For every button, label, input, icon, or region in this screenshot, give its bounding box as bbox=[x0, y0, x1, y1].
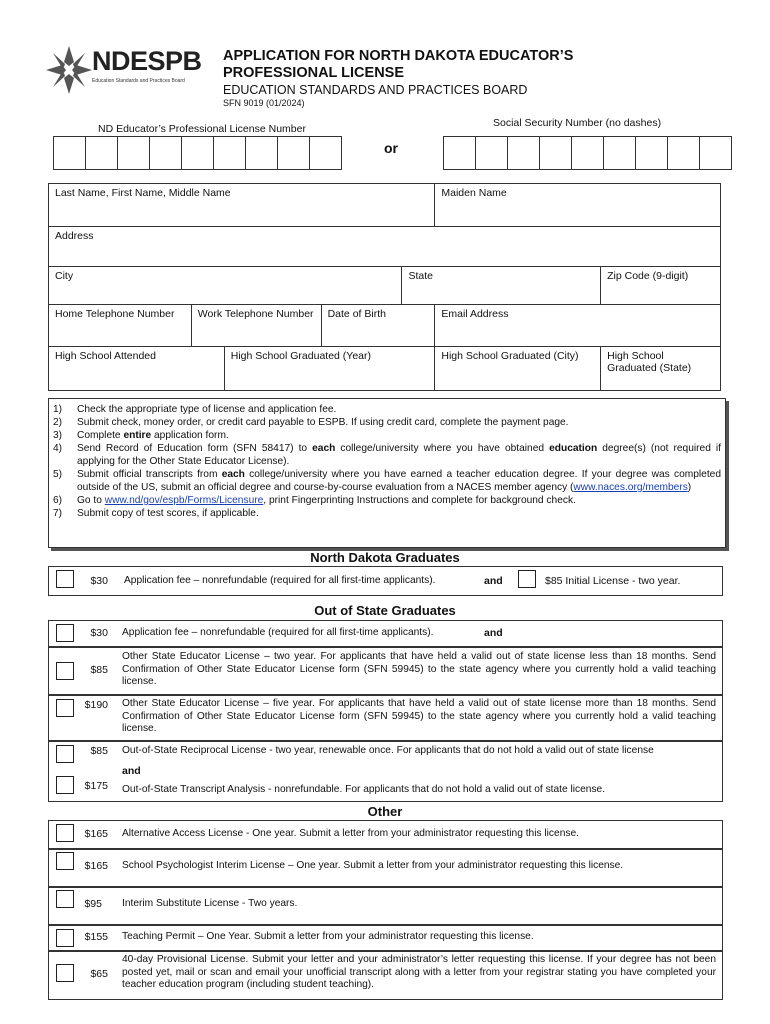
instructions-box: 1) Check the appropriate type of license and application fee. 2) Submit check, money order, or credit card payable to ESPB. If using credit card, complete the payment page. 3) Complete entire application form. 4) Send Record of Education form (SFN 58417) to each college/university where you have obtained education degree(s) (not required if applying for the Other State Educator License). 5) Submit official transcripts from each college/university where you have earned a teacher education degree. If your degree was completed outside of the US, submit an official degree and course-by-course evaluation from a NACES member agency (www.naces.org/members) 6) Go to www.nd/gov/espb/Forms/Licensure, print Fingerprinting Instructions and complete for background check. 7) Submit copy of test scores, if applicable. bbox=[48, 398, 726, 548]
substitute-price: $95 bbox=[84, 898, 102, 910]
or-label: or bbox=[384, 140, 398, 156]
os-two-year-price: $85 bbox=[90, 664, 108, 676]
instruction-6: Go to www.nd/gov/espb/Forms/Licensure, print Fingerprinting Instructions and complete for background check. bbox=[77, 495, 576, 506]
dob-field[interactable]: Date of Birth bbox=[321, 305, 435, 347]
provisional-price: $65 bbox=[90, 968, 108, 980]
teaching-permit-desc: Teaching Permit – One Year. Submit a letter from your administrator requesting this license. bbox=[122, 931, 534, 942]
os-reciprocal-price: $85 bbox=[90, 745, 108, 757]
instruction-2: Submit check, money order, or credit card payable to ESPB. If using credit card, complete the payment page. bbox=[77, 417, 569, 428]
instruction-1: Check the appropriate type of license and application fee. bbox=[77, 404, 337, 415]
naces-link[interactable]: www.naces.org/members bbox=[573, 482, 688, 493]
zip-label: Zip Code (9-digit) bbox=[607, 270, 689, 282]
city-field[interactable]: City bbox=[49, 267, 402, 305]
nd-app-fee-desc: Application fee – nonrefundable (required for all first-time applicants). bbox=[124, 575, 436, 586]
work-phone-field[interactable]: Work Telephone Number bbox=[191, 305, 321, 347]
nd-app-fee-price: $30 bbox=[90, 575, 108, 587]
teaching-permit-price: $155 bbox=[84, 931, 108, 943]
ssn-boxes[interactable] bbox=[443, 136, 732, 170]
alt-access-price: $165 bbox=[84, 828, 108, 840]
title-line-2: PROFESSIONAL LICENSE bbox=[223, 65, 405, 81]
espb-logo-star-icon bbox=[44, 44, 94, 96]
license-number-boxes[interactable] bbox=[53, 136, 342, 170]
other-heading: Other bbox=[367, 804, 403, 819]
address-field[interactable]: Address bbox=[49, 227, 721, 267]
nd-and-label: and bbox=[484, 575, 503, 587]
substitute-desc: Interim Substitute License - Two years. bbox=[122, 898, 298, 909]
form-title bbox=[223, 48, 573, 82]
home-phone-field[interactable]: Home Telephone Number bbox=[49, 305, 192, 347]
os-five-year-price: $190 bbox=[84, 699, 108, 711]
os-five-year-desc: Other State Educator License – five year. For applicants that have held a valid out of state license more than 18 months. Send Confirmation of Other State Educator License form (SFN 59945) to the state agency where you currently hold a valid teaching license. bbox=[122, 698, 716, 734]
os-and-label: and bbox=[484, 627, 503, 639]
hs-state-field[interactable]: High School Graduated (State) bbox=[601, 347, 721, 391]
state-field[interactable]: State bbox=[402, 267, 601, 305]
license-number-label: ND Educator’s Professional License Number bbox=[98, 123, 306, 135]
os-app-fee-price: $30 bbox=[90, 627, 108, 639]
os-transcript-desc: Out-of-State Transcript Analysis - nonrefundable. For applicants that do not hold a valid out of state license. bbox=[122, 784, 606, 795]
form-number: SFN 9019 (01/2024) bbox=[223, 98, 305, 108]
instruction-3: Complete entire application form. bbox=[77, 430, 229, 441]
ssn-label: Social Security Number (no dashes) bbox=[493, 117, 662, 129]
nd-initial-license-desc: $85 Initial License - two year. bbox=[545, 575, 681, 587]
hs-year-field[interactable]: High School Graduated (Year) bbox=[224, 347, 435, 391]
form-subtitle: EDUCATION STANDARDS AND PRACTICES BOARD bbox=[223, 83, 528, 97]
instruction-4: Send Record of Education form (SFN 58417) to each college/university where you have obtained education degree(s) (not required if applying for the Other State Educator License). bbox=[77, 443, 721, 467]
school-psych-price: $165 bbox=[84, 860, 108, 872]
hs-city-field[interactable]: High School Graduated (City) bbox=[435, 347, 601, 391]
logo-subtext: Education Standards and Practices Board bbox=[92, 78, 185, 84]
instruction-5: Submit official transcripts from each college/university where you have earned a teacher education degree. If your degree was completed outside of the US, submit an official degree and course-by-course evaluation from a NACES member agency (www.naces.org/members) bbox=[77, 469, 721, 493]
email-field[interactable]: Email Address bbox=[435, 305, 721, 347]
os-and-label-2: and bbox=[122, 765, 141, 777]
licensure-link[interactable]: www.nd/gov/espb/Forms/Licensure bbox=[104, 495, 264, 506]
os-transcript-price: $175 bbox=[84, 780, 108, 792]
provisional-desc: 40-day Provisional License. Submit your letter and your administrator’s letter requesting this license. If your degree has not been posted yet, mail or scan and email your unofficial transcript along with a letter from your registrar stating you have completed your teacher education program (including student teaching). bbox=[122, 954, 716, 990]
school-psych-desc: School Psychologist Interim License – One year. Submit a letter from your administrator requesting this license. bbox=[122, 860, 624, 871]
out-state-heading: Out of State Graduates bbox=[314, 603, 456, 618]
applicant-info-table bbox=[48, 183, 721, 391]
logo-wordmark: NDESPB bbox=[92, 46, 202, 76]
alt-access-desc: Alternative Access License - One year. Submit a letter from your administrator requesting this license. bbox=[122, 828, 579, 839]
nd-initial-license-checkbox[interactable] bbox=[518, 570, 536, 588]
os-app-fee-desc: Application fee – nonrefundable (required for all first-time applicants). bbox=[122, 627, 434, 638]
zip-field[interactable] bbox=[601, 267, 721, 305]
title-line-1: APPLICATION FOR NORTH DAKOTA EDUCATOR’S bbox=[223, 48, 574, 64]
os-reciprocal-desc: Out-of-State Reciprocal License - two year, renewable once. For applicants that do not hold a valid out of state license bbox=[122, 745, 654, 756]
nd-grads-heading: North Dakota Graduates bbox=[310, 550, 460, 565]
hs-attended-field[interactable]: High School Attended bbox=[49, 347, 225, 391]
os-two-year-desc: Other State Educator License – two year. For applicants that have held a valid out of state license less than 18 months. Send Confirmation of Other State Educator License form (SFN 59945) to the state agency where you currently hold a valid teaching license. bbox=[122, 651, 716, 687]
name-field[interactable]: Last Name, First Name, Middle Name bbox=[49, 184, 435, 227]
maiden-name-field[interactable]: Maiden Name bbox=[435, 184, 721, 227]
instruction-7: Submit copy of test scores, if applicable. bbox=[77, 508, 259, 519]
